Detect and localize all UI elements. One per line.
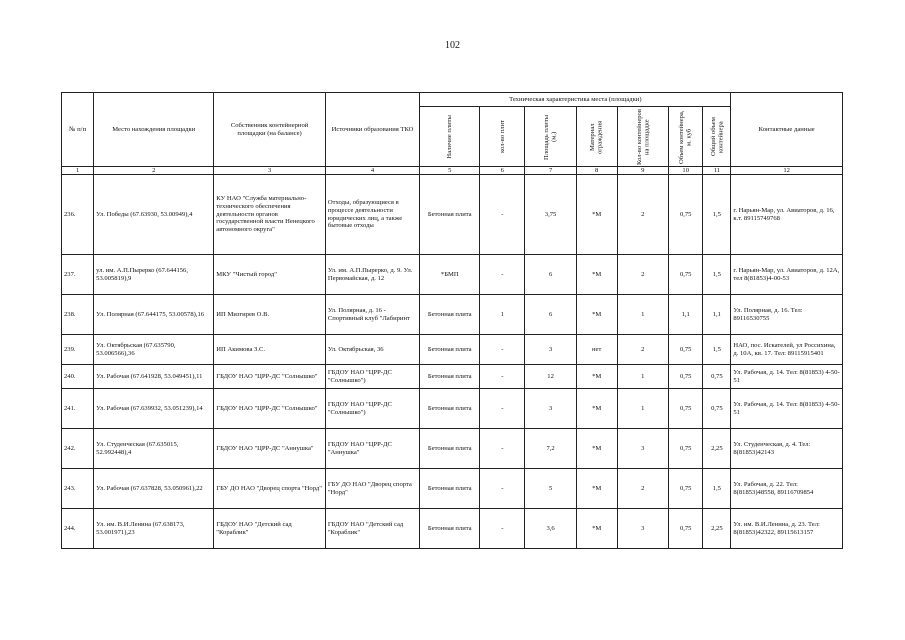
cell-contacts: Ул. Рабочая, д. 14. Тел: 8(81853) 4-50-51: [731, 365, 843, 389]
cell-number: 240.: [62, 365, 94, 389]
cell-contacts: Ул. им. В.И.Ленина, д. 23. Тел: 8(81853)42322, 89115613157: [731, 509, 843, 549]
cell-sources: ГБДОУ НАО "ЦРР-ДС "Аннушка": [325, 429, 419, 469]
cell-fence: *М: [576, 509, 617, 549]
cell-slab-count: -: [480, 335, 525, 365]
column-number: 5: [420, 167, 480, 175]
cell-volume: 0,75: [669, 389, 703, 429]
column-number: 11: [703, 167, 731, 175]
header-number: № п/п: [62, 93, 94, 167]
cell-slab: Бетонная плита: [420, 335, 480, 365]
header-owner: Собственник контейнерной площадки (на балансе): [214, 93, 326, 167]
cell-location: Ул. Полярная (67.644175, 53.00578),16: [94, 295, 214, 335]
cell-fence: *М: [576, 469, 617, 509]
cell-location: Ул. Победы (67.63930, 53.00949),4: [94, 175, 214, 255]
cell-owner: ИП Мизгирев О.В.: [214, 295, 326, 335]
cell-slab: Бетонная плита: [420, 295, 480, 335]
cell-contacts: Ул. Рабочая, д. 14. Тел: 8(81853) 4-50-51: [731, 389, 843, 429]
column-number: 9: [617, 167, 668, 175]
cell-slab-count: 1: [480, 295, 525, 335]
table-row: [62, 365, 843, 389]
cell-slab-count: -: [480, 429, 525, 469]
cell-contacts: Ул. Полярная, д. 16. Тел: 89116530755: [731, 295, 843, 335]
cell-number: 242.: [62, 429, 94, 469]
cell-slab: Бетонная плита: [420, 469, 480, 509]
cell-total-volume: 1,1: [703, 295, 731, 335]
cell-volume: 0,75: [669, 365, 703, 389]
column-number: 2: [94, 167, 214, 175]
cell-area: 12: [525, 365, 576, 389]
cell-fence: *М: [576, 295, 617, 335]
cell-contacts: г. Нарьян-Мар, ул. Авиаторов, д. 12А, тел 8(81853)4-00-53: [731, 255, 843, 295]
cell-owner: ИП Акимова З.С.: [214, 335, 326, 365]
cell-number: 236.: [62, 175, 94, 255]
cell-slab-count: -: [480, 175, 525, 255]
cell-containers: 2: [617, 469, 668, 509]
cell-area: 3,75: [525, 175, 576, 255]
column-number: 10: [669, 167, 703, 175]
cell-area: 7,2: [525, 429, 576, 469]
column-number: 8: [576, 167, 617, 175]
cell-location: Ул. Студенческая (67.635015, 52.992448),4: [94, 429, 214, 469]
container-sites-table: [61, 92, 843, 549]
table-row: [62, 509, 843, 549]
column-number-row: [62, 167, 843, 175]
cell-location: Ул. Рабочая (67.639932, 53.051239),14: [94, 389, 214, 429]
cell-owner: МКУ "Чистый город": [214, 255, 326, 295]
cell-number: 241.: [62, 389, 94, 429]
cell-owner: КУ НАО "Служба материально-технического обеспечения деятельности органов государственной власти Ненецкого автономного округа": [214, 175, 326, 255]
cell-number: 243.: [62, 469, 94, 509]
cell-area: 5: [525, 469, 576, 509]
cell-total-volume: 1,5: [703, 469, 731, 509]
header-container-volume: Объем контейнера, м. куб: [669, 107, 703, 167]
cell-sources: ГБДОУ НАО "ЦРР-ДС "Солнышко"): [325, 389, 419, 429]
table-row: [62, 255, 843, 295]
cell-volume: 0,75: [669, 255, 703, 295]
cell-contacts: НАО, пос. Искателей, ул Россихина, д. 10А, кв. 17. Тел: 89115915401: [731, 335, 843, 365]
header-sources: Источники образования ТКО: [325, 93, 419, 167]
cell-slab: Бетонная плита: [420, 365, 480, 389]
cell-slab-count: -: [480, 365, 525, 389]
cell-fence: *М: [576, 255, 617, 295]
cell-total-volume: 1,5: [703, 175, 731, 255]
cell-location: Ул. Рабочая (67.637828, 53.050961),22: [94, 469, 214, 509]
cell-location: Ул. Рабочая (67.641928, 53.049451),11: [94, 365, 214, 389]
table-row: [62, 389, 843, 429]
cell-slab-count: -: [480, 389, 525, 429]
cell-containers: 1: [617, 389, 668, 429]
cell-slab-count: -: [480, 509, 525, 549]
cell-sources: Ул. Октябрьская, 36: [325, 335, 419, 365]
cell-total-volume: 1,5: [703, 335, 731, 365]
cell-slab: *БМП: [420, 255, 480, 295]
cell-sources: Ул. Полярная, д. 16 - Спортивный клуб "Лабиринт: [325, 295, 419, 335]
cell-area: 6: [525, 295, 576, 335]
cell-total-volume: 1,5: [703, 255, 731, 295]
cell-location: Ул. им. В.И.Ленина (67.638173, 53.001971),23: [94, 509, 214, 549]
cell-number: 244.: [62, 509, 94, 549]
page-number: 102: [445, 40, 460, 51]
cell-sources: ГБУ ДО НАО "Дворец спорта "Норд": [325, 469, 419, 509]
cell-number: 238.: [62, 295, 94, 335]
cell-volume: 0,75: [669, 469, 703, 509]
cell-fence: *М: [576, 429, 617, 469]
cell-slab: Бетонная плита: [420, 429, 480, 469]
cell-area: 3: [525, 335, 576, 365]
cell-sources: ГБДОУ НАО "Детский сад "Кораблик": [325, 509, 419, 549]
header-fence: Материал ограждения: [576, 107, 617, 167]
cell-area: 6: [525, 255, 576, 295]
cell-volume: 0,75: [669, 175, 703, 255]
column-number: 1: [62, 167, 94, 175]
table-row: [62, 429, 843, 469]
cell-slab: Бетонная плита: [420, 389, 480, 429]
cell-owner: ГБДОУ НАО "ЦРР-ДС "Аннушка": [214, 429, 326, 469]
cell-location: ул. им. А.П.Пырерко (67.644156, 53.005819),9: [94, 255, 214, 295]
column-number: 4: [325, 167, 419, 175]
cell-sources: Ул. им. А.П.Пырерко, д. 9. Ул. Первомайская, д. 12: [325, 255, 419, 295]
header-location: Место нахождения площадки: [94, 93, 214, 167]
cell-owner: ГБДОУ НАО "Детский сад "Кораблик": [214, 509, 326, 549]
cell-slab: Бетонная плита: [420, 175, 480, 255]
header-contacts: Контактные данные: [731, 93, 843, 167]
cell-slab: Бетонная плита: [420, 509, 480, 549]
cell-containers: 1: [617, 365, 668, 389]
table-body: [62, 175, 843, 549]
cell-contacts: Ул. Рабочая, д. 22. Тел: 8(81853)48558, 89116709854: [731, 469, 843, 509]
header-total-volume: Общий объем контейнера: [703, 107, 731, 167]
cell-containers: 3: [617, 429, 668, 469]
header-containers-count: Кол-во контейнеров на площадке: [617, 107, 668, 167]
cell-sources: Отходы, образующиеся в процессе деятельности юридических лиц, а также бытовые отходы: [325, 175, 419, 255]
table-row: [62, 469, 843, 509]
cell-total-volume: 2,25: [703, 429, 731, 469]
header-slab: Наличие плиты: [420, 107, 480, 167]
cell-contacts: Ул. Студенческая, д. 4. Тел: 8(81853)42143: [731, 429, 843, 469]
column-number: 7: [525, 167, 576, 175]
cell-volume: 1,1: [669, 295, 703, 335]
cell-owner: ГБДОУ НАО "ЦРР-ДС "Солнышко": [214, 365, 326, 389]
cell-area: 3: [525, 389, 576, 429]
table-row: [62, 295, 843, 335]
table-row: [62, 335, 843, 365]
cell-volume: 0,75: [669, 335, 703, 365]
cell-fence: *М: [576, 175, 617, 255]
cell-total-volume: 0,75: [703, 365, 731, 389]
column-number: 12: [731, 167, 843, 175]
cell-fence: *М: [576, 365, 617, 389]
cell-area: 3,6: [525, 509, 576, 549]
header-tech-characteristics: Техническая характеристика места (площадки): [420, 93, 731, 107]
cell-volume: 0,75: [669, 509, 703, 549]
cell-location: Ул. Октябрьская (67.635790, 53.006566),36: [94, 335, 214, 365]
cell-containers: 2: [617, 175, 668, 255]
column-number: 3: [214, 167, 326, 175]
header-slab-count: кол-во плит: [480, 107, 525, 167]
cell-total-volume: 2,25: [703, 509, 731, 549]
cell-fence: нет: [576, 335, 617, 365]
cell-number: 237.: [62, 255, 94, 295]
cell-owner: ГБУ ДО НАО "Дворец спорта "Норд": [214, 469, 326, 509]
cell-owner: ГБДОУ НАО "ЦРР-ДС "Солнышко": [214, 389, 326, 429]
cell-sources: ГБДОУ НАО "ЦРР-ДС "Солнышко"): [325, 365, 419, 389]
cell-slab-count: -: [480, 469, 525, 509]
cell-contacts: г. Нарьян-Мар, ул. Авиаторов, д. 16, к.т. 89115749768: [731, 175, 843, 255]
cell-volume: 0,75: [669, 429, 703, 469]
cell-containers: 3: [617, 509, 668, 549]
header-area: Площадь плиты (м.): [525, 107, 576, 167]
cell-containers: 1: [617, 295, 668, 335]
cell-slab-count: -: [480, 255, 525, 295]
table-row: [62, 175, 843, 255]
cell-number: 239.: [62, 335, 94, 365]
cell-fence: *М: [576, 389, 617, 429]
cell-containers: 2: [617, 255, 668, 295]
column-number: 6: [480, 167, 525, 175]
cell-containers: 2: [617, 335, 668, 365]
cell-total-volume: 0,75: [703, 389, 731, 429]
